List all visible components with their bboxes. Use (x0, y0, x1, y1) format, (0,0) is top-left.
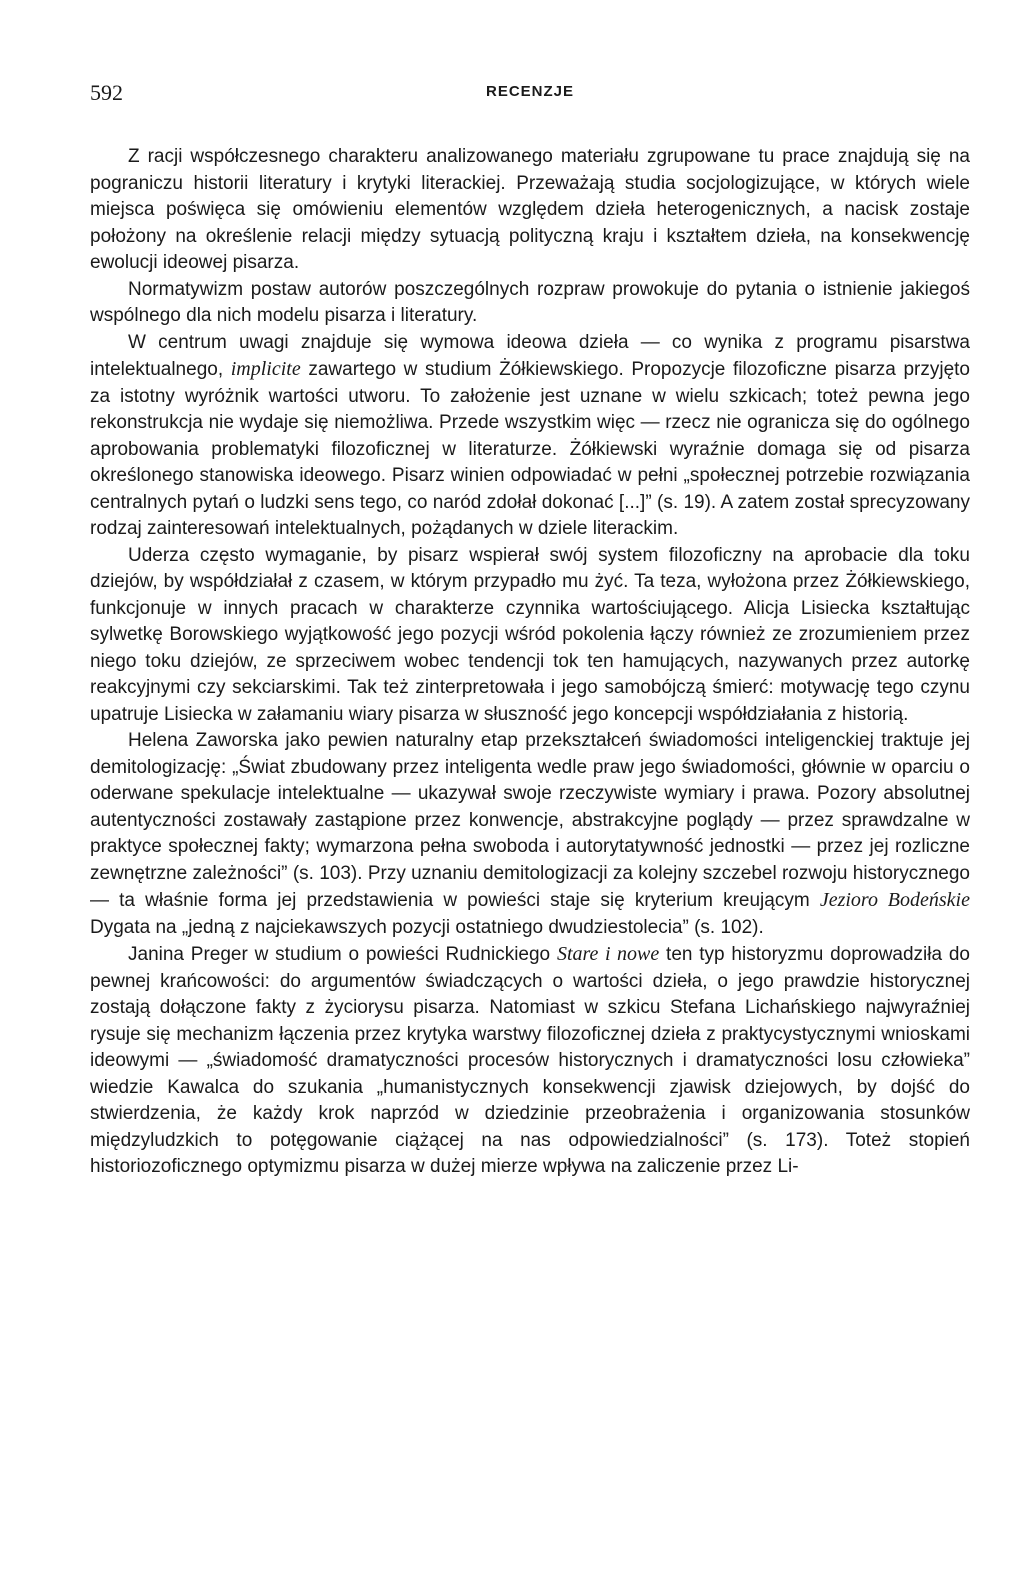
text-segment: Dygata na „jedną z najciekawszych pozycji ostatniego dwudziestolecia” (s. 102). (90, 916, 764, 938)
paragraph (90, 330, 970, 543)
paragraph (90, 277, 970, 330)
text-segment: zawartego w studium Żółkiewskiego. Propozycje filozoficzne pisarza przyjęto za istotny wyróżnik wartości utworu. To założenie jest uznane w wielu szkicach; toteż pewna jego rekonstrukcja nie wydaje się niemożliwa. Przede wszystkim więc — rzecz nie ogranicza się do ogólnego aprobowania problematyki filozoficznej w literaturze. Żółkiewski wyraźnie domaga się od pisarza określonego stanowiska ideowego. Pisarz winien odpowiadać w pełni „społecznej potrzebie rozwiązania centralnych pytań o ludzki sens tego, co naród zdołał dokonać [...]” (s. 19). A zatem został sprecyzowany rodzaj zainteresowań intelektualnych, pożądanych w dziele literackim. (90, 359, 970, 539)
text-segment: ten typ historyzmu doprowadziła do pewnej krańcowości: do argumentów świadczących o wartości dzieła, o jego prawdzie historycznej zostają dołączone fakty z życiorysu pisarza. Natomiast w szkicu Stefana Lichańskiego najwyraźniej rysuje się mechanizm łączenia przez krytyka warstwy filozoficznej dzieła z praktycystycznymi wnioskami ideowymi — „świadomość dramatyczności procesów historycznych i dramatyczności losu człowieka” wiedzie Kawalca do szukania „humanistycznych konsekwencji zjawisk dziejowych, by dojść do stwierdzenia, że każdy krok naprzód w dziedzinie przeobrażenia i organizowania stosunków międzyludzkich to potęgowanie ciążącej na nas odpowiedzialności” (s. 173). Toteż stopień historiozoficznego optymizmu pisarza w dużej mierze wpływa na zaliczenie przez Li- (90, 944, 971, 1177)
page-number: 592 (90, 80, 123, 105)
body-text (90, 144, 970, 1181)
running-head: RECENZJE (485, 83, 575, 100)
paragraph (90, 728, 970, 941)
paragraph (90, 543, 970, 729)
italic-term: implicite (230, 358, 301, 380)
text-segment: W centrum uwagi znajduje się wymowa ideowa dzieła — co wynika z programu pisarstwa intelektualnego, (90, 331, 970, 380)
text-segment: Normatywizm postaw autorów poszczególnych rozpraw prowokuje do pytania o istnienie jakiegoś wspólnego dla nich modelu pisarza i literatury. (90, 278, 970, 326)
text-segment: Janina Preger w studium o powieści Rudnickiego (128, 944, 557, 965)
paragraph (90, 941, 970, 1181)
text-segment: Helena Zaworska jako pewien naturalny etap przekształceń świadomości inteligenckiej traktuje jej demitologizację: „Świat zbudowany przez inteligenta wedle praw jego świadomości, głównie w oparciu o oderwane spekulacje intelektualne — ukazywał swoje rzeczywiste wymiary i prawa. Pozory absolutnej autentyczności zostawały zastąpione przez konwencje, abstrakcyjne poglądy — przez sprawdzalne w praktyce społecznej fakty; wymarzona pełna swoboda i autorytatywność jednostki — przez jej rozliczne zewnętrzne zależności” (s. 103). Przy uznaniu demitologizacji za kolejny szczebel rozwoju historycznego — ta właśnie forma jej przedstawienia w powieści staje się kryterium kreującym (90, 730, 970, 911)
italic-title: Stare i nowe (556, 943, 660, 965)
paragraph (90, 144, 970, 277)
italic-title: Jezioro Bodeńskie (819, 889, 970, 911)
text-segment: Z racji współczesnego charakteru analizowanego materiału zgrupowane tu prace znajdują się na pograniczu historii literatury i krytyki literackiej. Przeważają studia socjologizujące, w których wiele miejsca poświęca się omówieniu elementów względem dzieła heterogenicznych, a nacisk zostaje położony na określenie relacji między sytuacją polityczną kraju i kształtem dzieła, na konsekwencję ewolucji ideowej pisarza. (90, 146, 970, 273)
text-segment: Uderza często wymaganie, by pisarz wspierał swój system filozoficzny na aprobacie dla toku dziejów, by współdziałał z czasem, w którym przypadło mu żyć. Ta teza, wyłożona przez Żółkiewskiego, funkcjonuje w innych pracach w charakterze czynnika wartościującego. Alicja Lisiecka kształtując sylwetkę Borowskiego wyjątkowość jego pozycji wśród pokolenia łączy również ze zrozumieniem przez niego toku dziejów, ze sprzeciwem wobec tendencji tok ten hamujących, nazywanych przez autorkę reakcyjnymi czy sekciarskimi. Tak też zinterpretowała i jego samobójczą śmierć: motywację tego czynu upatruje Lisiecka w załamaniu wiary pisarza w słuszność jego koncepcji współdziałania z historią. (90, 544, 970, 725)
page-header (90, 80, 970, 112)
